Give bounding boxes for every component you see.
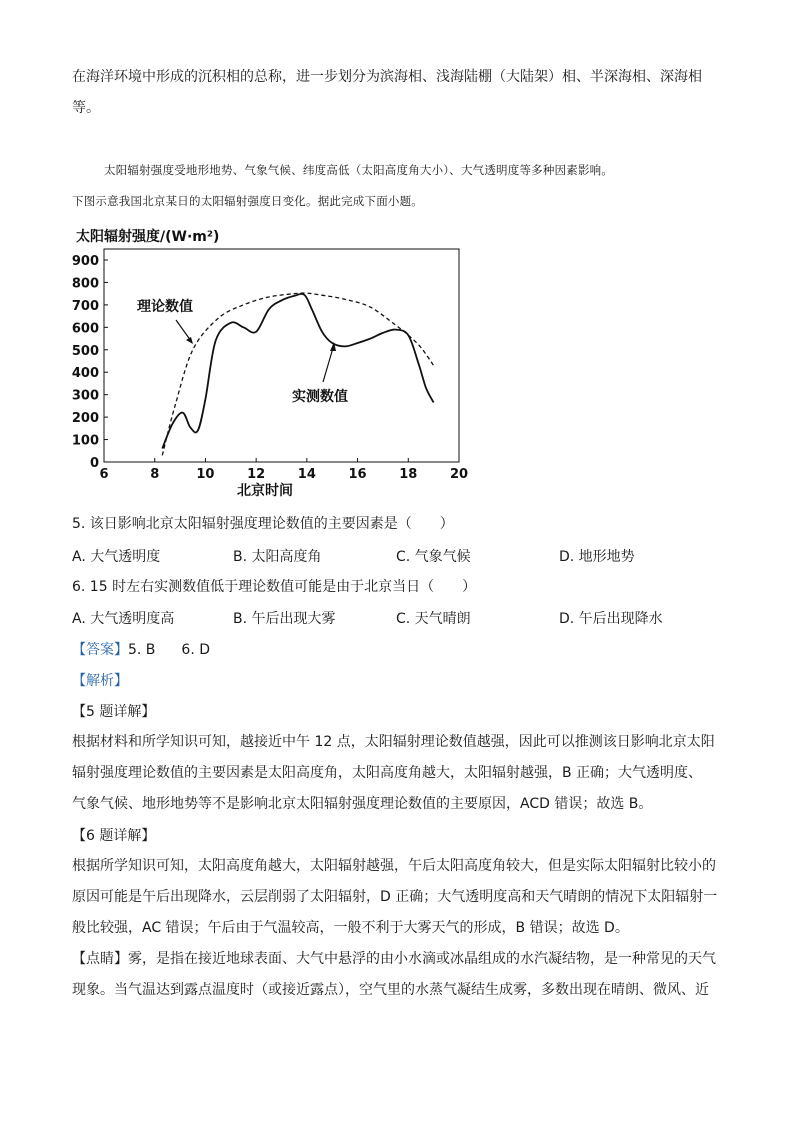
answer-5: 5. B bbox=[128, 642, 156, 658]
x-tick-label: 18 bbox=[399, 467, 418, 482]
y-axis-label: 太阳辐射强度/(W·m²) bbox=[76, 229, 220, 245]
answer-label: 【答案】 bbox=[72, 642, 128, 658]
y-tick-label: 400 bbox=[71, 366, 99, 382]
question-5-options bbox=[72, 546, 722, 566]
series-theory-line bbox=[162, 293, 433, 455]
x-tick-label: 8 bbox=[150, 467, 160, 482]
theory-arrow bbox=[176, 320, 191, 341]
q6-option-c: C. 天气晴朗 bbox=[396, 611, 471, 627]
theory-label: 理论数值 bbox=[137, 299, 193, 315]
measured-arrow bbox=[323, 348, 333, 382]
question-5-stem: 5. 该日影响北京太阳辐射强度理论数值的主要因素是（ ） bbox=[72, 516, 454, 532]
detail-5-line-3: 气象气候、地形地势等不是影响北京太阳辐射强度理论数值的主要原因，ACD 错误；故选 B。 bbox=[72, 796, 653, 812]
q5-option-a: A. 大气透明度 bbox=[72, 549, 161, 565]
plot-frame bbox=[104, 249, 459, 462]
detail-6-line-3: 般比较强，AC 错误；午后由于气温较高，一般不利于大雾天气的形成，B 错误；故选 D。 bbox=[72, 920, 629, 936]
prev-paragraph-line-1: 在海洋环境中形成的沉积相的总称，进一步划分为滨海相、浅海陆棚（大陆架）相、半深海相、深海相 bbox=[72, 69, 702, 85]
solar-radiation-chart bbox=[60, 220, 480, 505]
y-tick-label: 700 bbox=[71, 298, 99, 314]
x-tick-label: 10 bbox=[196, 467, 215, 482]
detail-5-label: 【5 题详解】 bbox=[72, 704, 156, 720]
analysis-label: 【解析】 bbox=[72, 673, 128, 689]
y-tick-label: 600 bbox=[71, 321, 99, 337]
detail-5-line-1: 根据材料和所学知识可知，越接近中午 12 点，太阳辐射理论数值越强，因此可以推测该日影响北京太阳 bbox=[72, 734, 715, 750]
tip-line-2: 现象。当气温达到露点温度时（或接近露点），空气里的水蒸气凝结生成雾，多数出现在晴朗、微风、近 bbox=[72, 982, 709, 998]
detail-6-line-2: 原因可能是午后出现降水，云层削弱了太阳辐射，D 正确；大气透明度高和天气晴朗的情况下太阳辐射一 bbox=[72, 889, 718, 905]
x-tick-label: 20 bbox=[449, 467, 469, 482]
y-axis-ticks bbox=[72, 254, 108, 471]
x-tick-label: 16 bbox=[348, 467, 367, 482]
q5-option-d: D. 地形地势 bbox=[559, 549, 635, 565]
y-tick-label: 100 bbox=[71, 433, 99, 449]
y-tick-label: 0 bbox=[89, 456, 99, 471]
q6-option-a: A. 大气透明度高 bbox=[72, 611, 175, 627]
q5-option-b: B. 太阳高度角 bbox=[233, 549, 322, 565]
x-tick-label: 12 bbox=[247, 467, 266, 482]
y-tick-label: 900 bbox=[71, 254, 99, 269]
intro-line-2: 下图示意我国北京某日的太阳辐射强度日变化。据此完成下面小题。 bbox=[72, 194, 423, 208]
prev-paragraph-line-2: 等。 bbox=[72, 100, 100, 116]
y-tick-label: 300 bbox=[71, 388, 99, 404]
tip-line-1 bbox=[72, 944, 722, 975]
tip-text-1: 雾，是指在接近地球表面、大气中悬浮的由小水滴或冰晶组成的水汽凝结物，是一种常见的天气 bbox=[128, 951, 716, 967]
x-tick-label: 14 bbox=[297, 467, 316, 482]
q6-option-b: B. 午后出现大雾 bbox=[233, 611, 336, 627]
y-tick-label: 800 bbox=[71, 276, 99, 292]
answer-line bbox=[72, 639, 210, 659]
question-6-stem: 6. 15 时左右实测数值低于理论数值可能是由于北京当日（ ） bbox=[72, 579, 477, 595]
question-6-options bbox=[72, 608, 722, 628]
answer-6: 6. D bbox=[181, 642, 211, 658]
detail-5-line-2: 辐射强度理论数值的主要因素是太阳高度角，太阳高度角越大，太阳辐射越强，B 正确；大气透明度、 bbox=[72, 765, 703, 781]
intro-line-1: 太阳辐射强度受地形地势、气象气候、纬度高低（太阳高度角大小）、大气透明度等多种因素影响。 bbox=[104, 163, 614, 177]
measured-label: 实测数值 bbox=[292, 389, 348, 405]
q5-option-c: C. 气象气候 bbox=[396, 549, 471, 565]
tip-label: 【点睛】 bbox=[72, 951, 128, 967]
x-axis-label: 北京时间 bbox=[237, 483, 293, 499]
y-tick-label: 200 bbox=[71, 411, 99, 427]
detail-6-line-1: 根据所学知识可知，太阳高度角越大，太阳辐射越强，午后太阳高度角较大，但是实际太阳辐射比较小的 bbox=[72, 858, 716, 874]
theory-arrow-head bbox=[186, 337, 193, 344]
detail-6-label: 【6 题详解】 bbox=[72, 828, 156, 844]
x-tick-label: 6 bbox=[99, 467, 109, 482]
series-measured-line bbox=[162, 294, 433, 449]
y-tick-label: 500 bbox=[71, 343, 99, 359]
q6-option-d: D. 午后出现降水 bbox=[559, 611, 663, 627]
